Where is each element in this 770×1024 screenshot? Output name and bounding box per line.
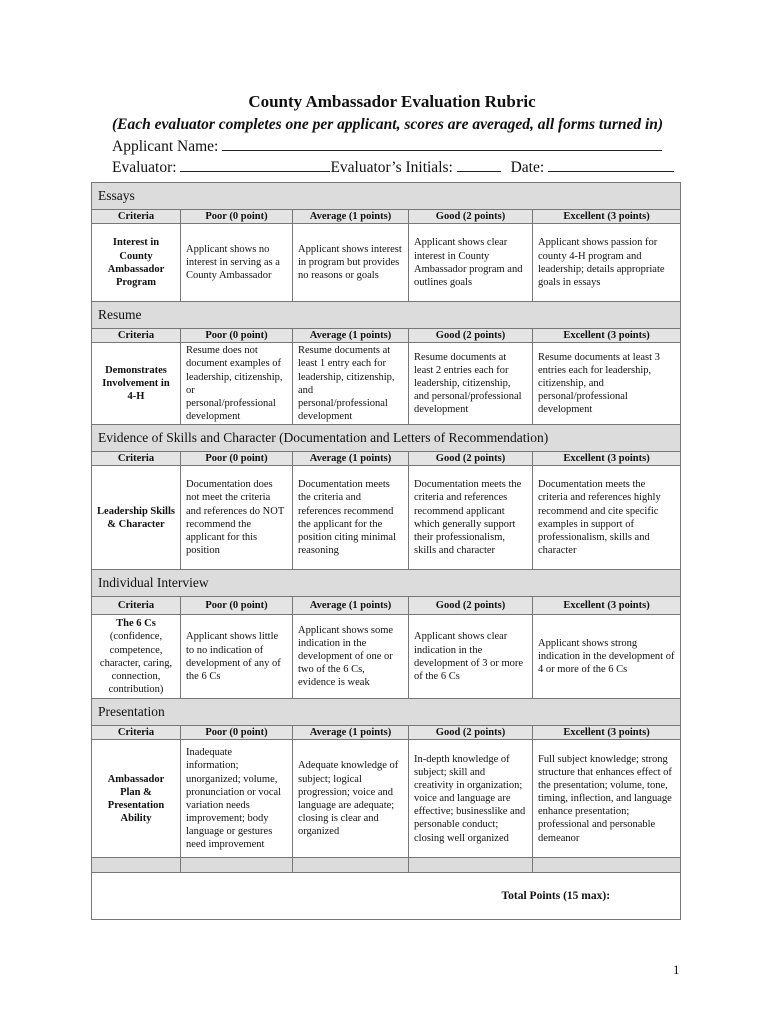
average-cell: Adequate knowledge of subject; logical progression; voice and language are adequate; closing is clear and organized (293, 740, 409, 858)
applicant-line (112, 136, 672, 156)
criteria-cell: Demonstrates Involvement in 4-H (92, 343, 181, 425)
good-cell: Documentation meets the criteria and references recommend applicant which generally support their professionalism, skills and character (409, 466, 533, 570)
page-title: County Ambassador Evaluation Rubric (248, 92, 536, 111)
section-title: Resume (92, 302, 681, 329)
evaluator-initials-field[interactable] (457, 157, 501, 172)
section-heading-row (92, 183, 681, 210)
col-excellent: Excellent (3 points) (533, 452, 681, 466)
col-average: Average (1 points) (293, 210, 409, 224)
section-heading-row (92, 425, 681, 452)
column-header-row (92, 726, 681, 740)
good-cell: Resume documents at least 2 entries each for leadership, citizenship, and personal/professional development (409, 343, 533, 425)
rubric-row (92, 615, 681, 699)
col-criteria: Criteria (92, 452, 181, 466)
section-heading-row (92, 302, 681, 329)
average-cell: Applicant shows interest in program but provides no reasons or goals (293, 224, 409, 302)
evaluator-initials-label: Evaluator’s Initials: (330, 159, 453, 176)
good-cell: In-depth knowledge of subject; skill and creativity in organization; voice and language are effective; businesslike and personable conduct; closing well organized (409, 740, 533, 858)
excellent-cell: Resume documents at least 3 entries each for leadership, citizenship, and personal/professional development (533, 343, 681, 425)
poor-cell: Inadequate information; unorganized; volume, pronunciation or vocal variation needs improvement; body language or gestures need improvement (181, 740, 293, 858)
col-criteria: Criteria (92, 597, 181, 615)
page-subtitle: (Each evaluator completes one per applicant, scores are averaged, all forms turned in) (112, 116, 664, 133)
poor-cell: Applicant shows no interest in serving as a County Ambassador (181, 224, 293, 302)
col-excellent: Excellent (3 points) (533, 726, 681, 740)
col-average: Average (1 points) (293, 597, 409, 615)
form-header (112, 92, 672, 178)
excellent-cell: Documentation meets the criteria and references highly recommend and cite specific examples in support of professionalism, skills and character (533, 466, 681, 570)
col-good: Good (2 points) (409, 210, 533, 224)
section-title: Essays (92, 183, 681, 210)
rubric-row (92, 740, 681, 858)
col-criteria: Criteria (92, 329, 181, 343)
col-excellent: Excellent (3 points) (533, 329, 681, 343)
col-criteria: Criteria (92, 210, 181, 224)
good-cell: Applicant shows clear indication in the development of 3 or more of the 6 Cs (409, 615, 533, 699)
excellent-cell: Applicant shows strong indication in the development of 4 or more of the 6 Cs (533, 615, 681, 699)
average-cell: Applicant shows some indication in the development of one or two of the 6 Cs, evidence is weak (293, 615, 409, 699)
page-number: 1 (673, 962, 680, 977)
total-row (92, 873, 681, 920)
rubric-row (92, 343, 681, 425)
column-header-row (92, 597, 681, 615)
poor-cell: Documentation does not meet the criteria and references do NOT recommend the applicant for this position (181, 466, 293, 570)
section-title: Individual Interview (92, 570, 681, 597)
col-poor: Poor (0 point) (181, 210, 293, 224)
total-points-label: Total Points (15 max): (92, 873, 681, 920)
col-good: Good (2 points) (409, 597, 533, 615)
date-label: Date: (510, 159, 545, 176)
column-header-row (92, 210, 681, 224)
average-cell: Documentation meets the criteria and references recommend the applicant for the position citing minimal reasoning (293, 466, 409, 570)
criteria-cell (92, 615, 181, 699)
col-poor: Poor (0 point) (181, 329, 293, 343)
column-header-row (92, 329, 681, 343)
excellent-cell: Full subject knowledge; strong structure that enhances effect of the presentation; volume, tone, timing, inflection, and language enhance presentation; professional and personable demeanor (533, 740, 681, 858)
spacer-row (92, 858, 681, 873)
excellent-cell: Applicant shows passion for county 4-H program and leadership; details appropriate goals in essays (533, 224, 681, 302)
date-field[interactable] (548, 157, 674, 172)
criteria-title: The 6 Cs (116, 618, 156, 630)
col-excellent: Excellent (3 points) (533, 210, 681, 224)
col-excellent: Excellent (3 points) (533, 597, 681, 615)
good-cell: Applicant shows clear interest in County Ambassador program and outlines goals (409, 224, 533, 302)
applicant-name-field[interactable] (222, 136, 662, 151)
poor-cell: Resume does not document examples of leadership, citizenship, or personal/professional development (181, 343, 293, 425)
evaluator-label: Evaluator: (112, 159, 177, 176)
col-average: Average (1 points) (293, 329, 409, 343)
col-good: Good (2 points) (409, 329, 533, 343)
rubric-table (91, 182, 681, 920)
rubric-row (92, 224, 681, 302)
criteria-cell: Interest in County Ambassador Program (92, 224, 181, 302)
evaluator-line (112, 157, 672, 177)
poor-cell: Applicant shows little to no indication of development of any of the 6 Cs (181, 615, 293, 699)
col-criteria: Criteria (92, 726, 181, 740)
rubric-row (92, 466, 681, 570)
col-good: Good (2 points) (409, 452, 533, 466)
column-header-row (92, 452, 681, 466)
evaluator-field[interactable] (180, 157, 330, 172)
criteria-cell: Leadership Skills & Character (92, 466, 181, 570)
applicant-name-label: Applicant Name: (112, 138, 219, 155)
section-title: Presentation (92, 699, 681, 726)
col-poor: Poor (0 point) (181, 452, 293, 466)
col-average: Average (1 points) (293, 452, 409, 466)
col-good: Good (2 points) (409, 726, 533, 740)
section-heading-row (92, 570, 681, 597)
criteria-cell: Ambassador Plan & Presentation Ability (92, 740, 181, 858)
col-poor: Poor (0 point) (181, 726, 293, 740)
section-heading-row (92, 699, 681, 726)
col-poor: Poor (0 point) (181, 597, 293, 615)
average-cell: Resume documents at least 1 entry each for leadership, citizenship, and personal/professional development (293, 343, 409, 425)
section-title: Evidence of Skills and Character (Documentation and Letters of Recommendation) (92, 425, 681, 452)
col-average: Average (1 points) (293, 726, 409, 740)
criteria-detail: (confidence, competence, character, caring, connection, contribution) (99, 631, 173, 695)
